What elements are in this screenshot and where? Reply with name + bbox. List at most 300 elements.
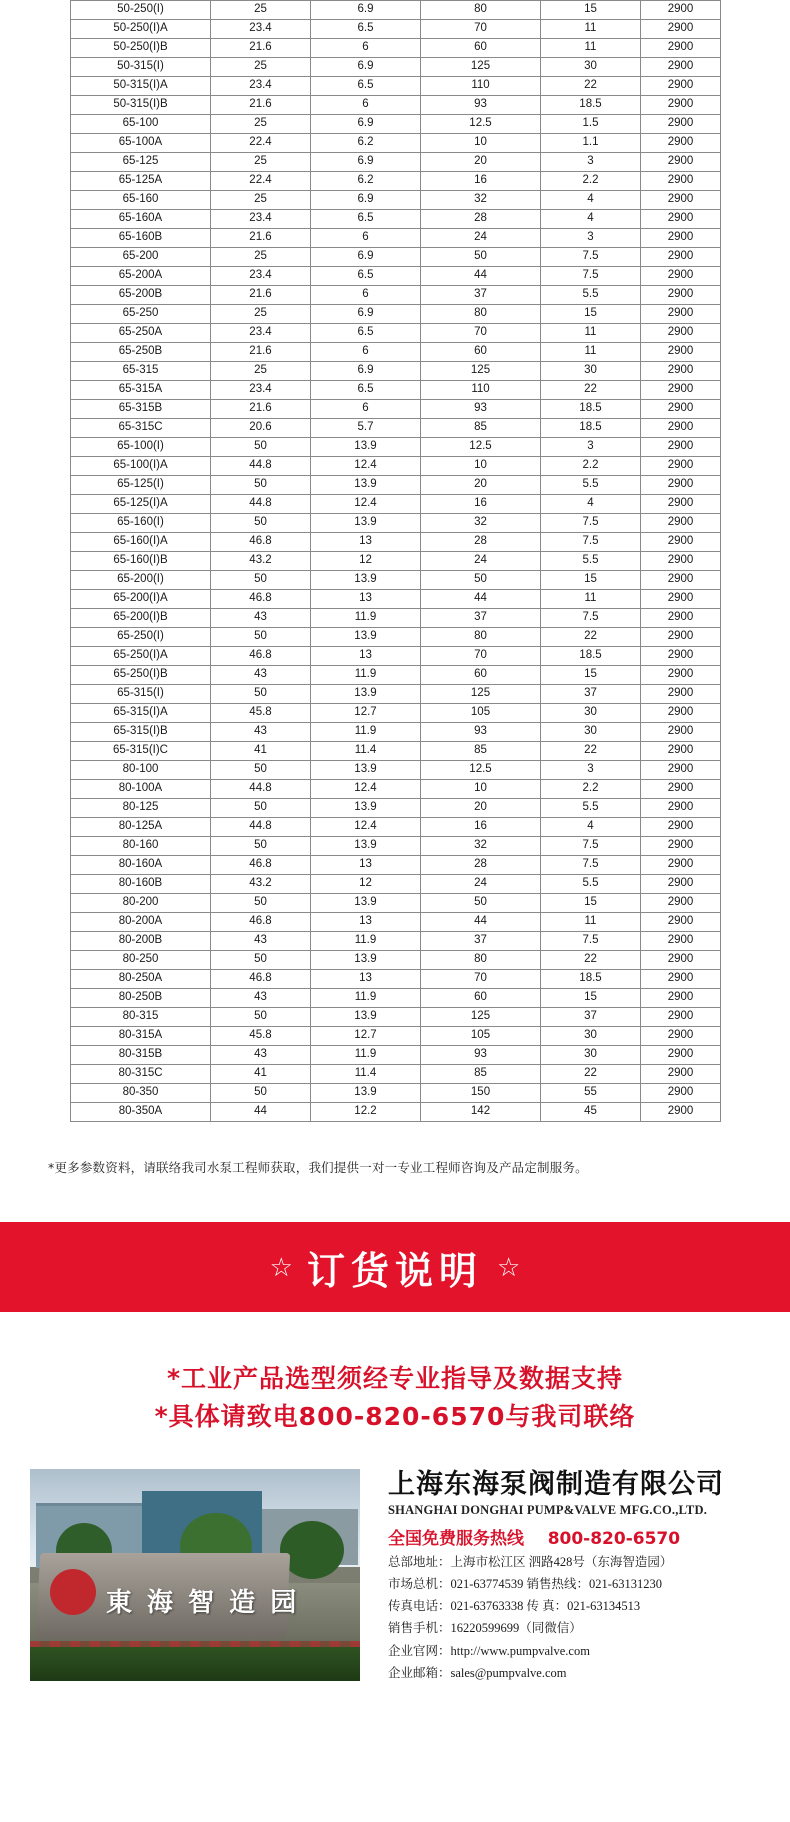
- cell-value: 7.5: [541, 267, 641, 286]
- cell-value: 50: [211, 799, 311, 818]
- cell-model: 80-250B: [71, 989, 211, 1008]
- factory-photo: [30, 1469, 360, 1681]
- cell-value: 21.6: [211, 39, 311, 58]
- cell-model: 80-125A: [71, 818, 211, 837]
- cell-value: 2900: [641, 951, 721, 970]
- table-row: [71, 590, 721, 609]
- table-row: [71, 514, 721, 533]
- cell-model: 65-250(I): [71, 628, 211, 647]
- cell-model: 65-200B: [71, 286, 211, 305]
- cell-value: 2900: [641, 20, 721, 39]
- table-row: [71, 818, 721, 837]
- table-row: [71, 1065, 721, 1084]
- banner-inner: [270, 1240, 521, 1295]
- cell-value: 60: [421, 343, 541, 362]
- cell-value: 32: [421, 191, 541, 210]
- cell-value: 6.5: [311, 267, 421, 286]
- cell-value: 3: [541, 229, 641, 248]
- cell-model: 65-100: [71, 115, 211, 134]
- cell-value: 6: [311, 286, 421, 305]
- pump-spec-table: [70, 0, 721, 1122]
- cell-value: 2900: [641, 134, 721, 153]
- cell-value: 50: [421, 248, 541, 267]
- cell-value: 30: [541, 1027, 641, 1046]
- cell-value: 12.7: [311, 1027, 421, 1046]
- hotline-number: 800-820-6570: [547, 1529, 681, 1550]
- cell-model: 65-200(I)B: [71, 609, 211, 628]
- table-row: [71, 191, 721, 210]
- cell-value: 70: [421, 970, 541, 989]
- cell-value: 11.9: [311, 989, 421, 1008]
- table-row: [71, 438, 721, 457]
- cell-model: 65-100A: [71, 134, 211, 153]
- cell-value: 2900: [641, 704, 721, 723]
- cell-value: 18.5: [541, 647, 641, 666]
- table-row: [71, 647, 721, 666]
- cell-value: 2900: [641, 590, 721, 609]
- cell-value: 93: [421, 96, 541, 115]
- cell-value: 7.5: [541, 533, 641, 552]
- slogan-block: [0, 1360, 790, 1435]
- table-row: [71, 609, 721, 628]
- cell-value: 6.5: [311, 381, 421, 400]
- cell-model: 80-350: [71, 1084, 211, 1103]
- cell-value: 46.8: [211, 856, 311, 875]
- cell-model: 50-250(I)B: [71, 39, 211, 58]
- cell-model: 65-315A: [71, 381, 211, 400]
- cell-value: 2900: [641, 77, 721, 96]
- cell-value: 43: [211, 666, 311, 685]
- cell-value: 15: [541, 1, 641, 20]
- cell-value: 6.5: [311, 210, 421, 229]
- cell-model: 50-315(I)B: [71, 96, 211, 115]
- cell-value: 13.9: [311, 894, 421, 913]
- cell-value: 80: [421, 1, 541, 20]
- table-row: [71, 115, 721, 134]
- company-name-en: SHANGHAI DONGHAI PUMP&VALVE MFG.CO.,LTD.: [388, 1503, 708, 1518]
- cell-value: 22: [541, 381, 641, 400]
- table-row: [71, 153, 721, 172]
- table-row: [71, 723, 721, 742]
- cell-value: 6.9: [311, 362, 421, 381]
- cell-value: 125: [421, 1008, 541, 1027]
- table-row: [71, 628, 721, 647]
- cell-value: 10: [421, 780, 541, 799]
- cell-value: 10: [421, 457, 541, 476]
- cell-value: 50: [211, 894, 311, 913]
- cell-model: 65-200A: [71, 267, 211, 286]
- cell-value: 25: [211, 153, 311, 172]
- table-row: [71, 1, 721, 20]
- cell-model: 50-315(I): [71, 58, 211, 77]
- order-instructions-banner: [0, 1222, 790, 1312]
- cell-value: 30: [541, 704, 641, 723]
- cell-model: 65-160B: [71, 229, 211, 248]
- cell-value: 125: [421, 685, 541, 704]
- star-icon-right: ☆: [497, 1252, 521, 1282]
- cell-value: 2900: [641, 514, 721, 533]
- cell-value: 37: [421, 286, 541, 305]
- cell-value: 2900: [641, 913, 721, 932]
- cell-value: 13.9: [311, 799, 421, 818]
- cell-value: 2900: [641, 761, 721, 780]
- table-row: [71, 495, 721, 514]
- cell-value: 50: [421, 571, 541, 590]
- cell-value: 2900: [641, 1046, 721, 1065]
- cell-model: 65-100(I): [71, 438, 211, 457]
- cell-value: 125: [421, 58, 541, 77]
- cell-value: 2900: [641, 628, 721, 647]
- cell-value: 125: [421, 362, 541, 381]
- cell-model: 65-250: [71, 305, 211, 324]
- cell-value: 55: [541, 1084, 641, 1103]
- cell-model: 65-315C: [71, 419, 211, 438]
- cell-value: 2900: [641, 723, 721, 742]
- cell-model: 65-315B: [71, 400, 211, 419]
- cell-model: 80-100: [71, 761, 211, 780]
- cell-model: 80-250: [71, 951, 211, 970]
- table-row: [71, 856, 721, 875]
- cell-value: 2900: [641, 419, 721, 438]
- table-row: [71, 894, 721, 913]
- cell-model: 80-200A: [71, 913, 211, 932]
- table-row: [71, 381, 721, 400]
- cell-value: 13.9: [311, 628, 421, 647]
- cell-model: 65-125: [71, 153, 211, 172]
- cell-value: 16: [421, 495, 541, 514]
- cell-value: 37: [541, 685, 641, 704]
- table-row: [71, 1008, 721, 1027]
- cell-value: 50: [211, 1008, 311, 1027]
- stone-sign-text: 東 海 智 造 园: [106, 1588, 300, 1618]
- cell-value: 93: [421, 1046, 541, 1065]
- cell-value: 37: [421, 609, 541, 628]
- cell-value: 1.5: [541, 115, 641, 134]
- cell-value: 3: [541, 438, 641, 457]
- cell-value: 60: [421, 666, 541, 685]
- cell-value: 11: [541, 913, 641, 932]
- cell-value: 11.4: [311, 742, 421, 761]
- cell-value: 12: [311, 875, 421, 894]
- cell-value: 32: [421, 514, 541, 533]
- slogan-line-1: *工业产品选型须经专业指导及数据支持: [166, 1364, 624, 1393]
- cell-value: 70: [421, 324, 541, 343]
- cell-value: 6.9: [311, 115, 421, 134]
- cell-value: 50: [211, 837, 311, 856]
- cell-value: 11.9: [311, 723, 421, 742]
- cell-value: 15: [541, 989, 641, 1008]
- cell-model: 50-250(I)A: [71, 20, 211, 39]
- cell-value: 70: [421, 20, 541, 39]
- photo-tree-3: [280, 1521, 344, 1579]
- cell-value: 6.2: [311, 172, 421, 191]
- cell-value: 2900: [641, 571, 721, 590]
- table-row: [71, 837, 721, 856]
- spec-table-body: [71, 1, 721, 1122]
- cell-model: 80-350A: [71, 1103, 211, 1122]
- cell-value: 2.2: [541, 780, 641, 799]
- cell-value: 50: [421, 894, 541, 913]
- table-row: [71, 172, 721, 191]
- cell-value: 28: [421, 533, 541, 552]
- cell-value: 13.9: [311, 476, 421, 495]
- cell-value: 2900: [641, 286, 721, 305]
- cell-value: 22: [541, 1065, 641, 1084]
- cell-value: 12.2: [311, 1103, 421, 1122]
- cell-value: 21.6: [211, 286, 311, 305]
- table-row: [71, 913, 721, 932]
- cell-value: 2900: [641, 438, 721, 457]
- cell-model: 65-250A: [71, 324, 211, 343]
- cell-value: 30: [541, 58, 641, 77]
- cell-value: 20: [421, 799, 541, 818]
- cell-value: 11.9: [311, 666, 421, 685]
- cell-model: 65-160A: [71, 210, 211, 229]
- cell-value: 2900: [641, 229, 721, 248]
- cell-value: 37: [421, 932, 541, 951]
- cell-value: 45.8: [211, 704, 311, 723]
- cell-value: 50: [211, 1084, 311, 1103]
- cell-value: 6.9: [311, 191, 421, 210]
- cell-value: 2900: [641, 362, 721, 381]
- photo-hedge: [30, 1647, 360, 1681]
- company-logo-icon: [50, 1569, 96, 1615]
- cell-value: 4: [541, 818, 641, 837]
- cell-value: 22.4: [211, 172, 311, 191]
- cell-value: 46.8: [211, 913, 311, 932]
- cell-value: 22: [541, 77, 641, 96]
- cell-value: 13: [311, 533, 421, 552]
- cell-value: 4: [541, 495, 641, 514]
- cell-value: 2900: [641, 818, 721, 837]
- cell-value: 2900: [641, 647, 721, 666]
- cell-value: 28: [421, 856, 541, 875]
- cell-value: 2900: [641, 457, 721, 476]
- cell-value: 3: [541, 153, 641, 172]
- cell-value: 21.6: [211, 400, 311, 419]
- cell-value: 2900: [641, 248, 721, 267]
- company-name-cn: 上海东海泵阀制造有限公司: [388, 1469, 724, 1500]
- cell-value: 28: [421, 210, 541, 229]
- cell-value: 110: [421, 77, 541, 96]
- cell-value: 23.4: [211, 267, 311, 286]
- table-row: [71, 362, 721, 381]
- cell-value: 22.4: [211, 134, 311, 153]
- cell-model: 65-160: [71, 191, 211, 210]
- cell-model: 65-160(I): [71, 514, 211, 533]
- cell-value: 30: [541, 1046, 641, 1065]
- cell-value: 11.4: [311, 1065, 421, 1084]
- cell-value: 2900: [641, 875, 721, 894]
- cell-value: 2900: [641, 39, 721, 58]
- cell-value: 7.5: [541, 932, 641, 951]
- cell-value: 44: [421, 590, 541, 609]
- table-row: [71, 476, 721, 495]
- cell-value: 2900: [641, 552, 721, 571]
- cell-value: 2900: [641, 400, 721, 419]
- cell-value: 150: [421, 1084, 541, 1103]
- table-row: [71, 96, 721, 115]
- cell-value: 5.5: [541, 875, 641, 894]
- cell-value: 6.2: [311, 134, 421, 153]
- cell-value: 6.9: [311, 153, 421, 172]
- cell-value: 2.2: [541, 457, 641, 476]
- table-row: [71, 286, 721, 305]
- cell-value: 80: [421, 951, 541, 970]
- cell-value: 15: [541, 305, 641, 324]
- table-row: [71, 533, 721, 552]
- cell-value: 23.4: [211, 210, 311, 229]
- table-row: [71, 305, 721, 324]
- cell-value: 44.8: [211, 818, 311, 837]
- cell-model: 65-200(I): [71, 571, 211, 590]
- cell-value: 80: [421, 305, 541, 324]
- cell-value: 2900: [641, 856, 721, 875]
- cell-value: 85: [421, 742, 541, 761]
- cell-value: 11.9: [311, 932, 421, 951]
- cell-value: 85: [421, 1065, 541, 1084]
- cell-value: 24: [421, 552, 541, 571]
- cell-value: 11.9: [311, 1046, 421, 1065]
- table-row: [71, 1046, 721, 1065]
- table-row: [71, 343, 721, 362]
- table-row: [71, 932, 721, 951]
- cell-value: 12.4: [311, 818, 421, 837]
- cell-value: 110: [421, 381, 541, 400]
- cell-value: 13: [311, 913, 421, 932]
- cell-value: 60: [421, 39, 541, 58]
- table-row: [71, 1103, 721, 1122]
- cell-value: 32: [421, 837, 541, 856]
- cell-value: 2900: [641, 191, 721, 210]
- cell-model: 65-125A: [71, 172, 211, 191]
- cell-value: 10: [421, 134, 541, 153]
- company-mobile: 销售手机：16220599699（同微信）: [388, 1621, 582, 1636]
- cell-model: 50-315(I)A: [71, 77, 211, 96]
- cell-value: 2900: [641, 476, 721, 495]
- company-email: 企业邮箱：sales@pumpvalve.com: [388, 1665, 567, 1680]
- cell-value: 2900: [641, 799, 721, 818]
- cell-value: 41: [211, 1065, 311, 1084]
- table-row: [71, 210, 721, 229]
- table-row: [71, 457, 721, 476]
- cell-value: 37: [541, 1008, 641, 1027]
- cell-model: 80-315: [71, 1008, 211, 1027]
- cell-value: 18.5: [541, 96, 641, 115]
- cell-value: 22: [541, 742, 641, 761]
- cell-model: 65-250(I)A: [71, 647, 211, 666]
- cell-value: 23.4: [211, 381, 311, 400]
- cell-model: 65-200(I)A: [71, 590, 211, 609]
- cell-value: 50: [211, 761, 311, 780]
- cell-value: 25: [211, 58, 311, 77]
- cell-value: 2900: [641, 1, 721, 20]
- cell-value: 7.5: [541, 248, 641, 267]
- cell-value: 7.5: [541, 837, 641, 856]
- cell-value: 6.9: [311, 305, 421, 324]
- slogan-line-2: *具体请致电800-820-6570与我司联络: [154, 1401, 636, 1431]
- cell-value: 22: [541, 628, 641, 647]
- cell-value: 24: [421, 875, 541, 894]
- cell-value: 1.1: [541, 134, 641, 153]
- cell-value: 2.2: [541, 172, 641, 191]
- cell-model: 80-160A: [71, 856, 211, 875]
- cell-value: 13: [311, 590, 421, 609]
- cell-value: 2900: [641, 1103, 721, 1122]
- cell-value: 16: [421, 818, 541, 837]
- cell-value: 5.5: [541, 286, 641, 305]
- cell-value: 2900: [641, 837, 721, 856]
- table-row: [71, 39, 721, 58]
- cell-value: 50: [211, 685, 311, 704]
- cell-model: 65-100(I)A: [71, 457, 211, 476]
- cell-value: 11: [541, 343, 641, 362]
- company-fax: 传真电话：021-63763338 传 真：021-63134513: [388, 1599, 641, 1614]
- cell-model: 80-250A: [71, 970, 211, 989]
- cell-value: 18.5: [541, 970, 641, 989]
- table-row: [71, 134, 721, 153]
- cell-value: 6.5: [311, 324, 421, 343]
- cell-value: 21.6: [211, 96, 311, 115]
- cell-model: 65-125(I)A: [71, 495, 211, 514]
- cell-value: 50: [211, 951, 311, 970]
- cell-value: 30: [541, 362, 641, 381]
- cell-model: 80-315A: [71, 1027, 211, 1046]
- cell-value: 43: [211, 1046, 311, 1065]
- table-row: [71, 20, 721, 39]
- company-info: [388, 1469, 790, 1682]
- cell-value: 4: [541, 210, 641, 229]
- cell-value: 2900: [641, 1008, 721, 1027]
- cell-value: 23.4: [211, 77, 311, 96]
- cell-value: 25: [211, 305, 311, 324]
- cell-model: 80-100A: [71, 780, 211, 799]
- cell-value: 2900: [641, 58, 721, 77]
- cell-value: 20: [421, 476, 541, 495]
- table-row: [71, 571, 721, 590]
- cell-value: 6.5: [311, 20, 421, 39]
- table-row: [71, 799, 721, 818]
- cell-value: 2900: [641, 780, 721, 799]
- cell-value: 43: [211, 609, 311, 628]
- cell-value: 2900: [641, 172, 721, 191]
- company-website: 企业官网：http://www.pumpvalve.com: [388, 1643, 590, 1658]
- company-address: 总部地址：上海市松江区 泗路428号（东海智造园）: [388, 1555, 673, 1570]
- cell-value: 13.9: [311, 1084, 421, 1103]
- cell-model: 65-160(I)B: [71, 552, 211, 571]
- cell-value: 43: [211, 723, 311, 742]
- cell-value: 2900: [641, 324, 721, 343]
- cell-model: 65-250(I)B: [71, 666, 211, 685]
- cell-value: 5.5: [541, 476, 641, 495]
- cell-value: 16: [421, 172, 541, 191]
- cell-value: 6.9: [311, 1, 421, 20]
- cell-value: 12.5: [421, 438, 541, 457]
- cell-value: 44: [211, 1103, 311, 1122]
- cell-value: 2900: [641, 666, 721, 685]
- cell-value: 12.4: [311, 457, 421, 476]
- table-row: [71, 552, 721, 571]
- table-row: [71, 229, 721, 248]
- cell-value: 13.9: [311, 837, 421, 856]
- table-row: [71, 989, 721, 1008]
- cell-value: 13.9: [311, 761, 421, 780]
- cell-model: 65-200: [71, 248, 211, 267]
- cell-value: 11.9: [311, 609, 421, 628]
- cell-model: 65-160(I)A: [71, 533, 211, 552]
- cell-value: 2900: [641, 609, 721, 628]
- cell-value: 7.5: [541, 514, 641, 533]
